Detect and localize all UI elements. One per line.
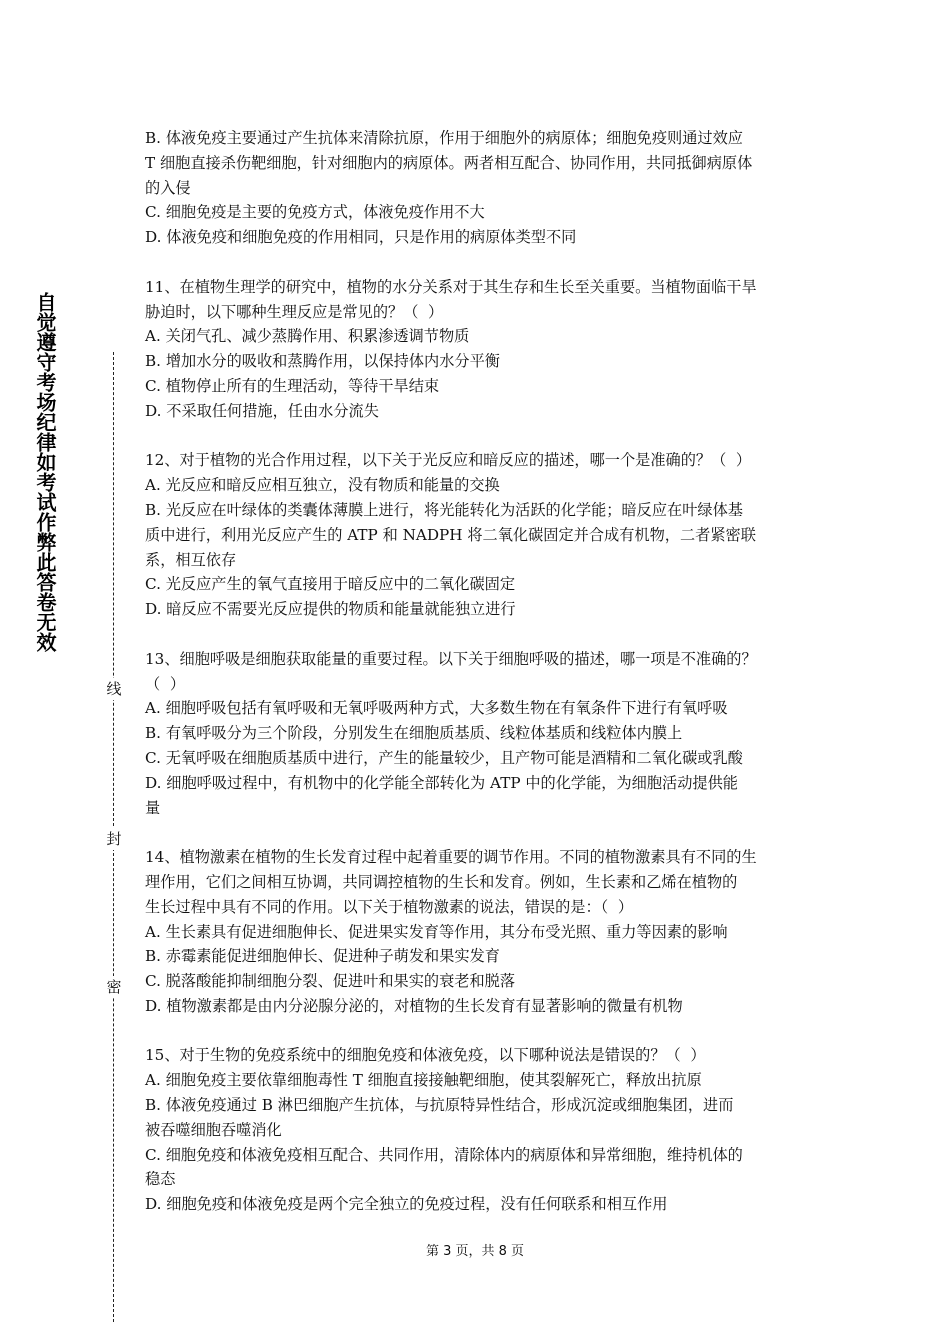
option-b: B. 体液免疫通过 B 淋巴细胞产生抗体，与抗原特异性结合，形成沉淀或细胞集团，进而 [145, 1096, 734, 1115]
exam-discipline-warning: 自觉遵守考场纪律如考试作弊此答卷无效 [33, 292, 57, 652]
question-stem: 14、植物激素在植物的生长发育过程中起着重要的调节作用。不同的植物激素具有不同的生 [145, 848, 757, 867]
option-b-cont: 系，相互依存 [145, 550, 237, 569]
carry-over-options [145, 126, 813, 250]
question-stem: 12、对于植物的光合作用过程，以下关于光反应和暗反应的描述，哪一个是准确的？（ ） [145, 451, 752, 470]
question-stem: （ ） [145, 674, 186, 693]
option-c: C. 植物停止所有的生理活动，等待干旱结束 [145, 376, 440, 395]
binding-mark-line: 线 [104, 678, 124, 700]
option-line: B. 体液免疫主要通过产生抗体来清除抗原，作用于细胞外的病原体；细胞免疫则通过效应 [145, 129, 743, 147]
option-d-cont: 量 [145, 798, 161, 817]
option-line: C. 细胞免疫是主要的免疫方式，体液免疫作用不大 [145, 203, 485, 222]
question-stem: 理作用，它们之间相互协调，共同调控植物的生长和发育。例如，生长素和乙烯在植物的 [145, 872, 738, 891]
binding-mark-secret: 密 [104, 976, 124, 998]
option-c: C. 脱落酸能抑制细胞分裂、促进叶和果实的衰老和脱落 [145, 972, 516, 991]
question-stem: 13、细胞呼吸是细胞获取能量的重要过程。以下关于细胞呼吸的描述，哪一项是不准确的？ [145, 649, 757, 668]
question-14 [145, 845, 813, 1019]
option-d: D. 不采取任何措施，任由水分流失 [145, 401, 379, 420]
option-b: B. 增加水分的吸收和蒸腾作用，以保持体内水分平衡 [145, 352, 500, 371]
question-stem: 11、在植物生理学的研究中，植物的水分关系对于其生存和生长至关重要。当植物面临干旱 [145, 277, 757, 296]
option-b-cont: 质中进行，利用光反应产生的 ATP 和 NADPH 将二氧化碳固定并合成有机物，二者紧密联 [145, 525, 756, 544]
question-stem: 15、对于生物的免疫系统中的细胞免疫和体液免疫，以下哪种说法是错误的？（ ） [145, 1046, 706, 1065]
option-d: D. 暗反应不需要光反应提供的物质和能量就能独立进行 [145, 600, 516, 619]
option-a: A. 细胞免疫主要依靠细胞毒性 T 细胞直接接触靶细胞，使其裂解死亡，释放出抗原 [145, 1071, 702, 1090]
option-line: T 细胞直接杀伤靶细胞，针对细胞内的病原体。两者相互配合、协同作用，共同抵御病原体 [145, 153, 753, 172]
binding-mark-seal: 封 [104, 828, 124, 850]
question-13 [145, 647, 813, 821]
question-stem: 胁迫时，以下哪种生理反应是常见的？（ ） [145, 302, 444, 321]
question-11 [145, 275, 813, 424]
question-stem: 生长过程中具有不同的作用。以下关于植物激素的说法，错误的是：（ ） [145, 897, 634, 916]
question-12 [145, 448, 813, 622]
option-line: 的入侵 [145, 178, 191, 197]
question-15 [145, 1043, 813, 1217]
option-c-cont: 稳态 [145, 1170, 176, 1189]
option-c: C. 无氧呼吸在细胞质基质中进行，产生的能量较少，且产物可能是酒精和二氧化碳或乳酸 [145, 748, 743, 767]
page-number: 第 3 页，共 8 页 [425, 1244, 525, 1259]
option-d: D. 植物激素都是由内分泌腺分泌的，对植物的生长发育有显著影响的微量有机物 [145, 996, 683, 1015]
option-line: D. 体液免疫和细胞免疫的作用相同，只是作用的病原体类型不同 [145, 228, 577, 247]
option-b: B. 赤霉素能促进细胞伸长、促进种子萌发和果实发育 [145, 947, 500, 966]
option-b-cont: 被吞噬细胞吞噬消化 [145, 1120, 282, 1139]
option-c: C. 光反应产生的氧气直接用于暗反应中的二氧化碳固定 [145, 575, 516, 594]
option-a: A. 光反应和暗反应相互独立，没有物质和能量的交换 [145, 476, 500, 495]
option-b: B. 有氧呼吸分为三个阶段，分别发生在细胞质基质、线粒体基质和线粒体内膜上 [145, 724, 683, 743]
option-d: D. 细胞免疫和体液免疫是两个完全独立的免疫过程，没有任何联系和相互作用 [145, 1195, 668, 1214]
option-a: A. 关闭气孔、减少蒸腾作用、积累渗透调节物质 [145, 327, 470, 346]
option-c: C. 细胞免疫和体液免疫相互配合、共同作用，清除体内的病原体和异常细胞，维持机体的 [145, 1145, 743, 1164]
option-a: A. 细胞呼吸包括有氧呼吸和无氧呼吸两种方式，大多数生物在有氧条件下进行有氧呼吸 [145, 699, 728, 718]
question-content [145, 126, 813, 1217]
option-b: B. 光反应在叶绿体的类囊体薄膜上进行，将光能转化为活跃的化学能；暗反应在叶绿体基 [145, 500, 743, 519]
option-a: A. 生长素具有促进细胞伸长、促进果实发育等作用，其分布受光照、重力等因素的影响 [145, 922, 728, 941]
option-d: D. 细胞呼吸过程中，有机物中的化学能全部转化为 ATP 中的化学能，为细胞活动提供能 [145, 773, 738, 792]
